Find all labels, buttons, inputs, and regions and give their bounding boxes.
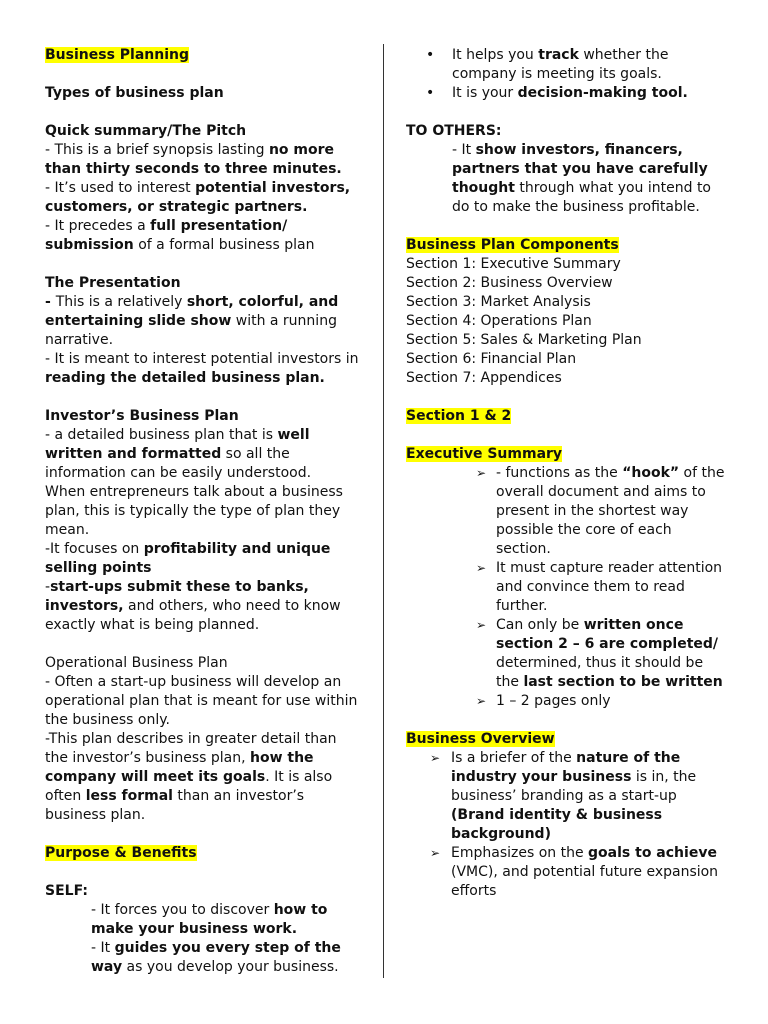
investor-line-4: -start-ups submit these to banks, investors, and others, who need to know exactly what is being planned. bbox=[45, 579, 341, 633]
purpose-heading: Purpose & Benefits bbox=[45, 845, 197, 861]
operational-section bbox=[45, 654, 363, 825]
list-item: ➢ It must capture reader attention and convince them to read further. bbox=[406, 559, 726, 616]
self-line-1: - It forces you to discover how to make your business work. bbox=[91, 902, 328, 937]
list-item: ➢ - functions as the “hook” of the overall document and aims to present in the shortest way possible the core of each section. bbox=[406, 464, 726, 559]
presentation-line-2: - It is meant to interest potential investors in reading the detailed business plan. bbox=[45, 351, 359, 386]
document-title: Business Planning bbox=[45, 47, 189, 63]
pitch-heading: Quick summary/The Pitch bbox=[45, 123, 247, 139]
operational-line-2: -This plan describes in greater detail than the investor’s business plan, how the company will meet its goals. It is also often less formal than an investor’s business plan. bbox=[45, 731, 337, 823]
pitch-line-2: - It’s used to interest potential investors, customers, or strategic partners. bbox=[45, 180, 351, 215]
types-heading: Types of business plan bbox=[45, 85, 224, 101]
business-overview-heading: Business Overview bbox=[406, 731, 555, 747]
list-item: Section 7: Appendices bbox=[406, 370, 562, 386]
list-item: ➢ 1 – 2 pages only bbox=[406, 692, 726, 711]
self-heading: SELF: bbox=[45, 883, 88, 899]
list-item: ➢ Is a briefer of the nature of the industry your business is in, the business’ branding as a start-up (Brand identity & business background) bbox=[406, 749, 726, 844]
list-item: Section 6: Financial Plan bbox=[406, 351, 577, 367]
left-column bbox=[45, 46, 363, 977]
list-item: Section 2: Business Overview bbox=[406, 275, 613, 291]
executive-summary-heading: Executive Summary bbox=[406, 446, 563, 462]
presentation-heading: The Presentation bbox=[45, 275, 181, 291]
operational-line-1: - Often a start-up business will develop an operational plan that is meant for use within the business only. bbox=[45, 674, 358, 728]
investor-line-2: When entrepreneurs talk about a business plan, this is typically the type of plan they mean. bbox=[45, 484, 343, 538]
others-text: - It show investors, financers, partners that you have carefully thought through what you intend to do to make the business profitable. bbox=[452, 142, 711, 215]
list-item: • It helps you track whether the company is meeting its goals. bbox=[406, 46, 726, 84]
list-item: ➢ Emphasizes on the goals to achieve (VMC), and potential future expansion efforts bbox=[406, 844, 726, 901]
list-item: Section 5: Sales & Marketing Plan bbox=[406, 332, 642, 348]
investor-line-3: -It focuses on profitability and unique selling points bbox=[45, 541, 331, 576]
self-bullet-list bbox=[406, 46, 726, 103]
pitch-line-1: - This is a brief synopsis lasting no more than thirty seconds to three minutes. bbox=[45, 142, 342, 177]
section12-heading: Section 1 & 2 bbox=[406, 408, 512, 424]
list-item: Section 4: Operations Plan bbox=[406, 313, 592, 329]
list-item: ➢ Can only be written once section 2 – 6 are completed/ determined, thus it should be the last section to be written bbox=[406, 616, 726, 692]
pitch-section bbox=[45, 122, 363, 255]
investor-line-1: - a detailed business plan that is well written and formatted so all the information can be easily understood. bbox=[45, 427, 312, 481]
right-column bbox=[406, 46, 726, 901]
others-section bbox=[406, 122, 726, 217]
investor-heading: Investor’s Business Plan bbox=[45, 408, 239, 424]
investor-section bbox=[45, 407, 363, 635]
self-line-2: - It guides you every step of the way as you develop your business. bbox=[91, 940, 341, 975]
list-item: Section 3: Market Analysis bbox=[406, 294, 591, 310]
list-item: • It is your decision-making tool. bbox=[406, 84, 726, 103]
components-heading: Business Plan Components bbox=[406, 237, 619, 253]
operational-heading: Operational Business Plan bbox=[45, 655, 228, 671]
executive-summary-list bbox=[406, 464, 726, 711]
presentation-line-1: - This is a relatively short, colorful, and entertaining slide show with a running narrative. bbox=[45, 294, 339, 348]
pitch-line-3: - It precedes a full presentation/ submission of a formal business plan bbox=[45, 218, 315, 253]
column-divider bbox=[383, 44, 384, 978]
business-overview-list bbox=[406, 749, 726, 901]
others-heading: TO OTHERS: bbox=[406, 123, 502, 139]
self-section bbox=[45, 882, 363, 977]
presentation-section bbox=[45, 274, 363, 388]
list-item: Section 1: Executive Summary bbox=[406, 256, 621, 272]
sections-list bbox=[406, 255, 726, 388]
